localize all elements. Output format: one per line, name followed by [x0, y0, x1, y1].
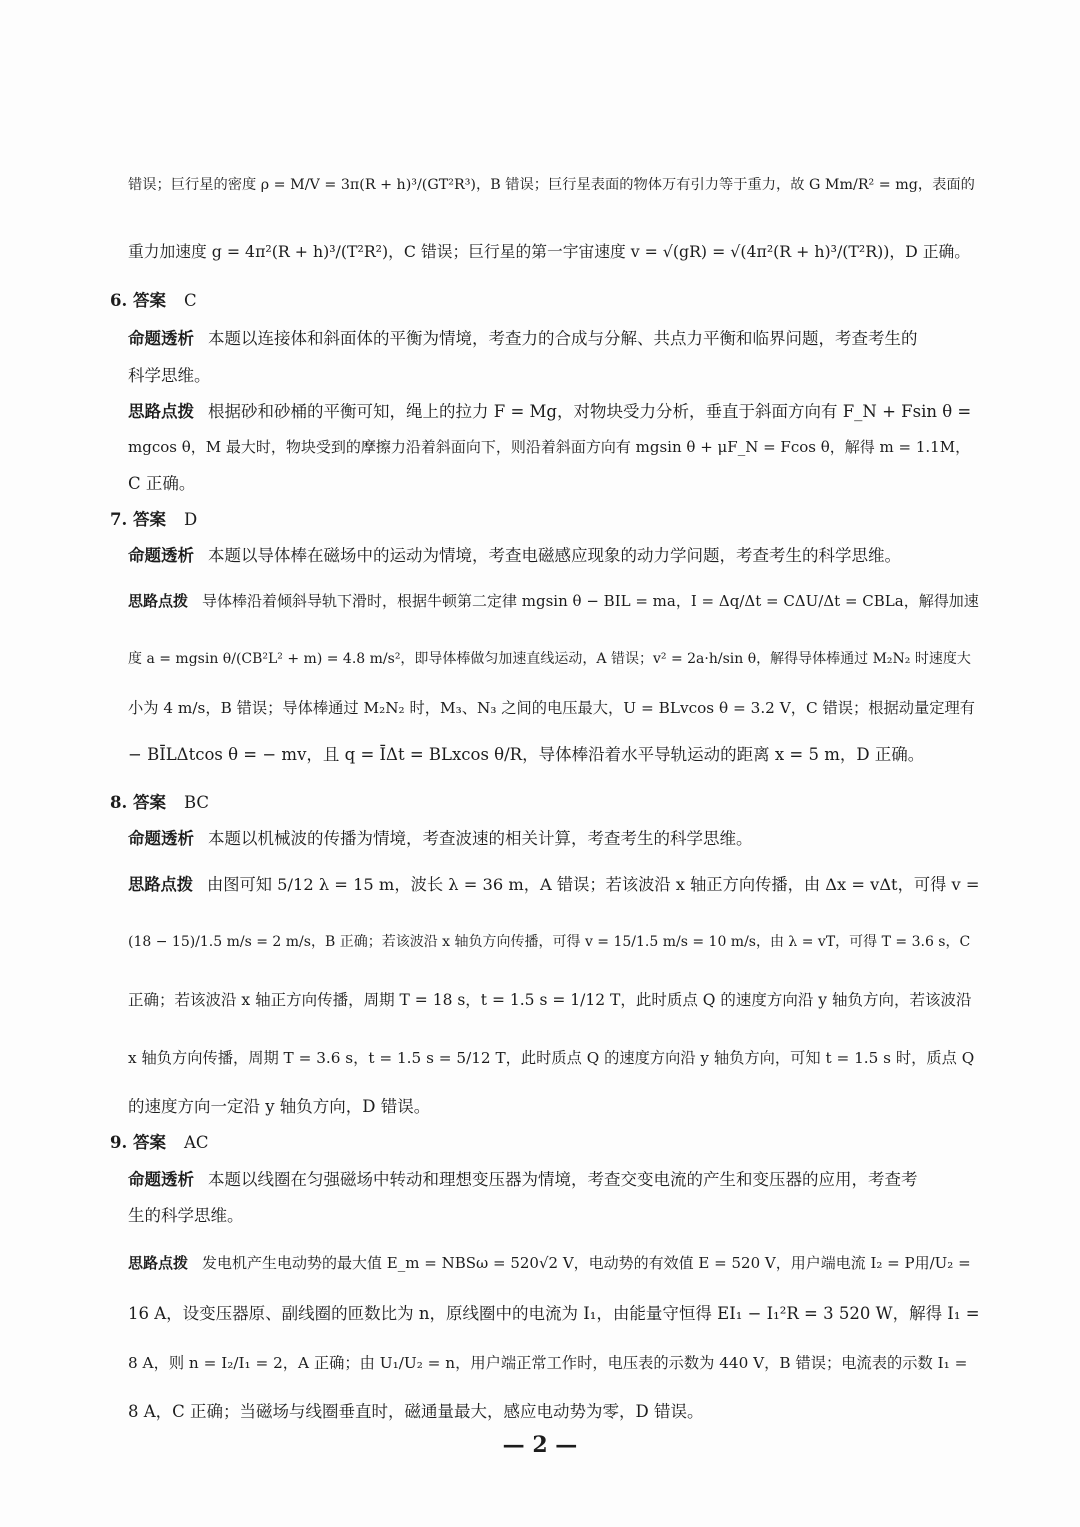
text-line: 8 A，C 正确；当磁场与线圈垂直时，磁通量最大，感应电动势为零，D 错误。: [128, 1402, 704, 1421]
text-line: 16 A，设变压器原、副线圈的匝数比为 n，原线圈中的电流为 I₁，由能量守恒得 EI₁ − I₁²R = 3 520 W，解得 I₁ =: [128, 1304, 980, 1323]
answer-heading: 6. 答案 C: [110, 291, 197, 310]
text-line: C 正确。: [128, 474, 196, 493]
text-line: 命题透析 本题以连接体和斜面体的平衡为情境，考查力的合成与分解、共点力平衡和临界问题，考查考生的: [128, 329, 918, 348]
text-line: 思路点拨 导体棒沿着倾斜导轨下滑时，根据牛顿第二定律 mgsin θ − BIL = ma，I = Δq/Δt = CΔU/Δt = CBLa，解得加速: [128, 592, 979, 610]
answer-heading: 8. 答案 BC: [110, 793, 210, 812]
text-line: 命题透析 本题以机械波的传播为情境，考查波速的相关计算，考查考生的科学思维。: [128, 829, 753, 848]
text-line: 度 a = mgsin θ/(CB²L² + m) = 4.8 m/s²，即导体棒做匀加速直线运动，A 错误；v² = 2a·h/sin θ，解得导体棒通过 M₂N₂ 时速度大: [128, 651, 971, 667]
text-line: (18 − 15)/1.5 m/s = 2 m/s，B 正确；若该波沿 x 轴负方向传播，可得 v = 15/1.5 m/s = 10 m/s，由 λ = vT，可得 T = 3.6 s，C: [128, 934, 971, 950]
answer-heading: 7. 答案 D: [110, 510, 198, 529]
text-line: 思路点拨 由图可知 5/12 λ = 15 m，波长 λ = 36 m，A 错误；若该波沿 x 轴正方向传播，由 Δx = vΔt，可得 v =: [128, 875, 980, 894]
text-line: 小为 4 m/s，B 错误；导体棒通过 M₂N₂ 时，M₃、N₃ 之间的电压最大，U = BLvcos θ = 3.2 V，C 错误；根据动量定理有: [128, 699, 975, 717]
answer-heading: 9. 答案 AC: [110, 1133, 209, 1152]
text-line: 的速度方向一定沿 y 轴负方向，D 错误。: [128, 1097, 431, 1116]
text-line: 正确；若该波沿 x 轴正方向传播，周期 T = 18 s，t = 1.5 s = 1/12 T，此时质点 Q 的速度方向沿 y 轴负方向，若该波沿: [128, 991, 972, 1009]
text-line: mgcos θ，M 最大时，物块受到的摩擦力沿着斜面向下，则沿着斜面方向有 mgsin θ + μF_N = Fcos θ，解得 m = 1.1M，: [128, 438, 971, 456]
text-line: 科学思维。: [128, 366, 211, 385]
page-number: — 2 —: [502, 1432, 578, 1458]
text-line: − BĪLΔtcos θ = − mv，且 q = ĪΔt = BLxcos θ/R，导体棒沿着水平导轨运动的距离 x = 5 m，D 正确。: [128, 745, 925, 764]
text-line: 重力加速度 g = 4π²(R + h)³/(T²R²)，C 错误；巨行星的第一宇宙速度 v = √(gR) = √(4π²(R + h)³/(T²R))，D 正确。: [128, 242, 971, 261]
text-line: x 轴负方向传播，周期 T = 3.6 s，t = 1.5 s = 5/12 T，此时质点 Q 的速度方向沿 y 轴负方向，可知 t = 1.5 s 时，质点 Q: [128, 1049, 975, 1067]
text-line: 命题透析 本题以线圈在匀强磁场中转动和理想变压器为情境，考查交变电流的产生和变压器的应用，考查考: [128, 1170, 918, 1189]
text-line: 错误；巨行星的密度 ρ = M/V = 3π(R + h)³/(GT²R³)，B 错误；巨行星表面的物体万有引力等于重力，故 G Mm/R² = mg，表面的: [128, 177, 975, 193]
text-line: 思路点拨 根据砂和砂桶的平衡可知，绳上的拉力 F = Mg，对物块受力分析，垂直于斜面方向有 F_N + Fsin θ =: [128, 402, 972, 421]
text-line: 命题透析 本题以导体棒在磁场中的运动为情境，考查电磁感应现象的动力学问题，考查考生的科学思维。: [128, 546, 901, 565]
text-line: 生的科学思维。: [128, 1206, 244, 1225]
text-line: 8 A，则 n = I₂/I₁ = 2，A 正确；由 U₁/U₂ = n，用户端正常工作时，电压表的示数为 440 V，B 错误；电流表的示数 I₁ =: [128, 1354, 968, 1372]
text-line: 思路点拨 发电机产生电动势的最大值 E_m = NBSω = 520√2 V，电动势的有效值 E = 520 V，用户端电流 I₂ = P用/U₂ =: [128, 1254, 971, 1272]
